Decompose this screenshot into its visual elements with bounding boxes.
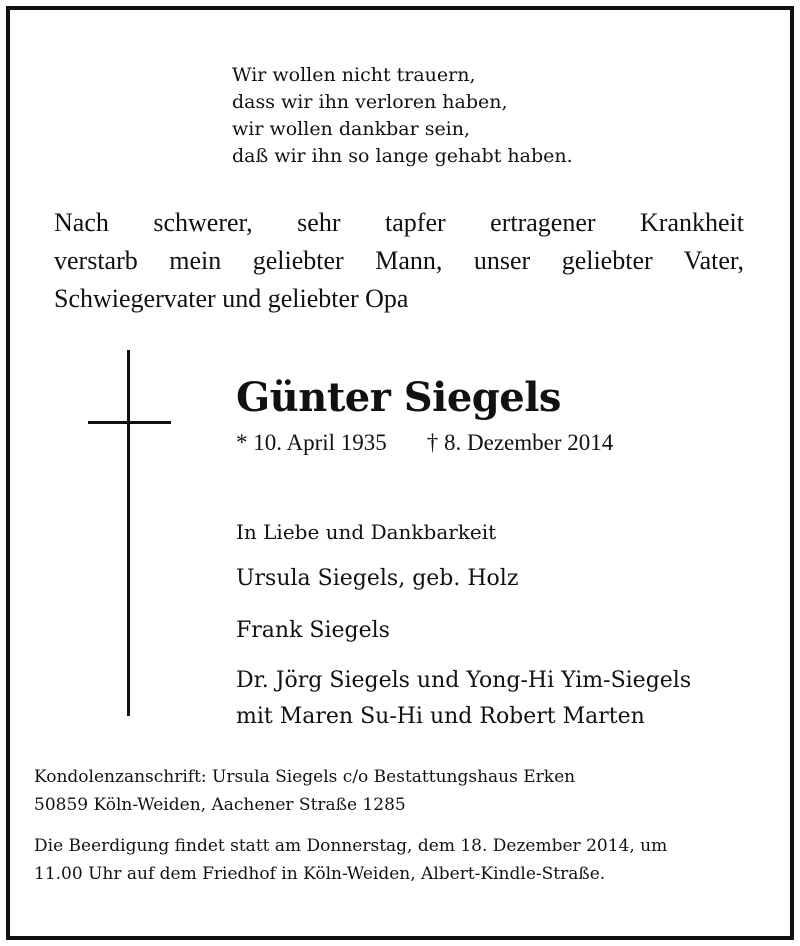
deceased-name: Günter Siegels: [236, 374, 561, 421]
funeral-line: Die Beerdigung findet statt am Donnerstag, dem 18. Dezember 2014, um: [34, 836, 668, 856]
condolence-line: 50859 Köln-Weiden, Aachener Straße 1285: [34, 795, 406, 815]
death-date: † 8. Dezember 2014: [426, 430, 614, 455]
intro-line: verstarb mein geliebter Mann, unser geliebter Vater,: [54, 246, 744, 275]
mourner-name: Dr. Jörg Siegels und Yong-Hi Yim-Siegels: [236, 668, 692, 693]
mourner-name: Ursula Siegels, geb. Holz: [236, 566, 519, 591]
condolence-line: Kondolenzanschrift: Ursula Siegels c/o Bestattungshaus Erken: [34, 767, 576, 787]
poem-line: wir wollen dankbar sein,: [232, 118, 471, 140]
poem-line: dass wir ihn verloren haben,: [232, 91, 508, 113]
cross-icon-bar: [88, 421, 171, 424]
mourners-heading: In Liebe und Dankbarkeit: [236, 520, 497, 544]
funeral-line: 11.00 Uhr auf dem Friedhof in Köln-Weiden, Albert-Kindle-Straße.: [34, 864, 606, 884]
intro-text: [54, 204, 744, 318]
poem-line: Wir wollen nicht trauern,: [232, 64, 476, 86]
birth-date: * 10. April 1935: [236, 430, 387, 455]
mourner-name: Frank Siegels: [236, 618, 390, 643]
intro-line: Nach schwerer, sehr tapfer ertragener Krankheit: [54, 208, 744, 237]
life-dates: [236, 428, 613, 458]
poem: [232, 62, 573, 170]
intro-line: Schwiegervater und geliebter Opa: [54, 284, 409, 313]
cross-icon: [127, 350, 130, 716]
mourner-name: mit Maren Su-Hi und Robert Marten: [236, 704, 645, 729]
poem-line: daß wir ihn so lange gehabt haben.: [232, 145, 573, 167]
